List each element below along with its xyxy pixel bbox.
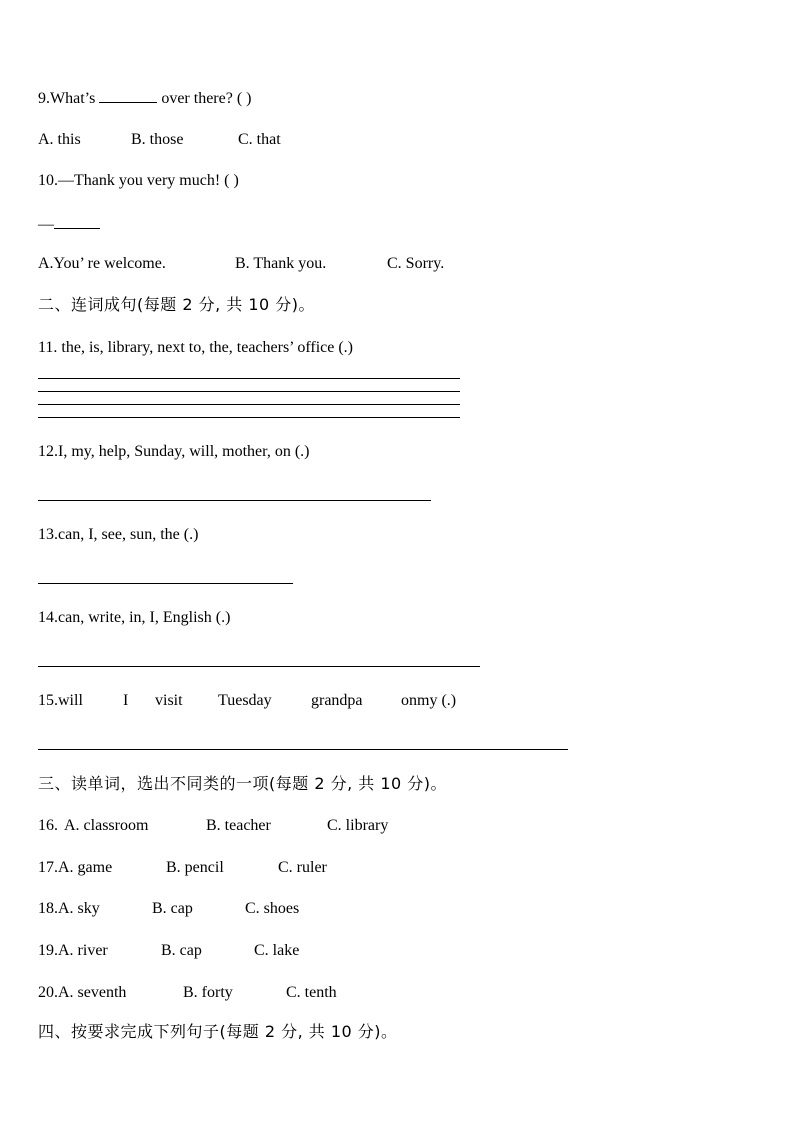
option-a: A. sky: [58, 900, 100, 917]
answer-line[interactable]: [38, 749, 568, 750]
option-c: C. ruler: [278, 859, 327, 876]
question-number: 20.: [38, 984, 58, 1001]
option-b: B. forty: [183, 984, 233, 1001]
question-16: [38, 816, 388, 836]
question-9-prefix: 9.What’s: [38, 90, 96, 107]
question-15: [38, 691, 456, 711]
question-13: 13.can, I, see, sun, the (.): [38, 526, 199, 543]
answer-line[interactable]: [38, 378, 460, 379]
option-b: B. cap: [161, 942, 202, 959]
question-number: 18.: [38, 900, 58, 917]
option-c: C. that: [238, 131, 281, 148]
q15-word: 15.will: [38, 692, 83, 709]
question-11: 11. the, is, library, next to, the, teachers’ office (.): [38, 339, 353, 356]
option-c: C. Sorry.: [387, 255, 445, 272]
question-10-options: [38, 254, 444, 274]
option-b: B. teacher: [206, 817, 271, 834]
option-c: C. lake: [254, 942, 300, 959]
option-a: A. game: [58, 859, 113, 876]
answer-line[interactable]: [38, 666, 480, 667]
question-10: 10.—Thank you very much! ( ): [38, 172, 239, 189]
answer-line[interactable]: [38, 583, 293, 584]
option-b: B. Thank you.: [235, 255, 327, 272]
option-a: A. this: [38, 131, 81, 148]
q15-word: I: [123, 692, 129, 709]
section-2-heading: 二、连词成句(每题 2 分, 共 10 分)。: [38, 295, 316, 314]
option-a: A.You’ re welcome.: [38, 255, 166, 272]
question-number: 19.: [38, 942, 58, 959]
question-12: 12.I, my, help, Sunday, will, mother, on (.): [38, 443, 310, 460]
option-b: B. those: [131, 131, 184, 148]
question-10-reply-line: [38, 212, 100, 235]
answer-line[interactable]: [38, 404, 460, 405]
answer-line[interactable]: [38, 500, 431, 501]
q15-word: grandpa: [311, 692, 363, 709]
question-18: [38, 899, 299, 919]
option-c: C. tenth: [286, 984, 337, 1001]
option-c: C. library: [327, 817, 389, 834]
question-number: 16.: [38, 817, 58, 834]
question-19: [38, 941, 299, 961]
answer-line[interactable]: [38, 417, 460, 418]
question-9-suffix: over there? ( ): [161, 90, 252, 107]
option-a: A. river: [58, 942, 108, 959]
option-b: B. cap: [152, 900, 193, 917]
question-14: 14.can, write, in, I, English (.): [38, 609, 231, 626]
question-9-options: [38, 130, 281, 150]
reply-dash: —: [38, 216, 54, 233]
answer-line[interactable]: [38, 391, 460, 392]
section-4-heading: 四、按要求完成下列句子(每题 2 分, 共 10 分)。: [38, 1022, 398, 1041]
answer-blank[interactable]: [99, 88, 157, 103]
q15-word: Tuesday: [218, 692, 272, 709]
section-3-heading: 三、读单词，选出不同类的一项(每题 2 分, 共 10 分)。: [38, 774, 448, 793]
question-17: [38, 858, 327, 878]
question-9: [38, 88, 252, 109]
answer-blank[interactable]: [54, 212, 100, 229]
question-20: [38, 983, 337, 1003]
q15-word: onmy (.): [401, 692, 457, 709]
option-a: A. seventh: [58, 984, 127, 1001]
option-a: A. classroom: [64, 817, 149, 834]
q15-word: visit: [155, 692, 183, 709]
option-c: C. shoes: [245, 900, 300, 917]
option-b: B. pencil: [166, 859, 224, 876]
question-number: 17.: [38, 859, 58, 876]
